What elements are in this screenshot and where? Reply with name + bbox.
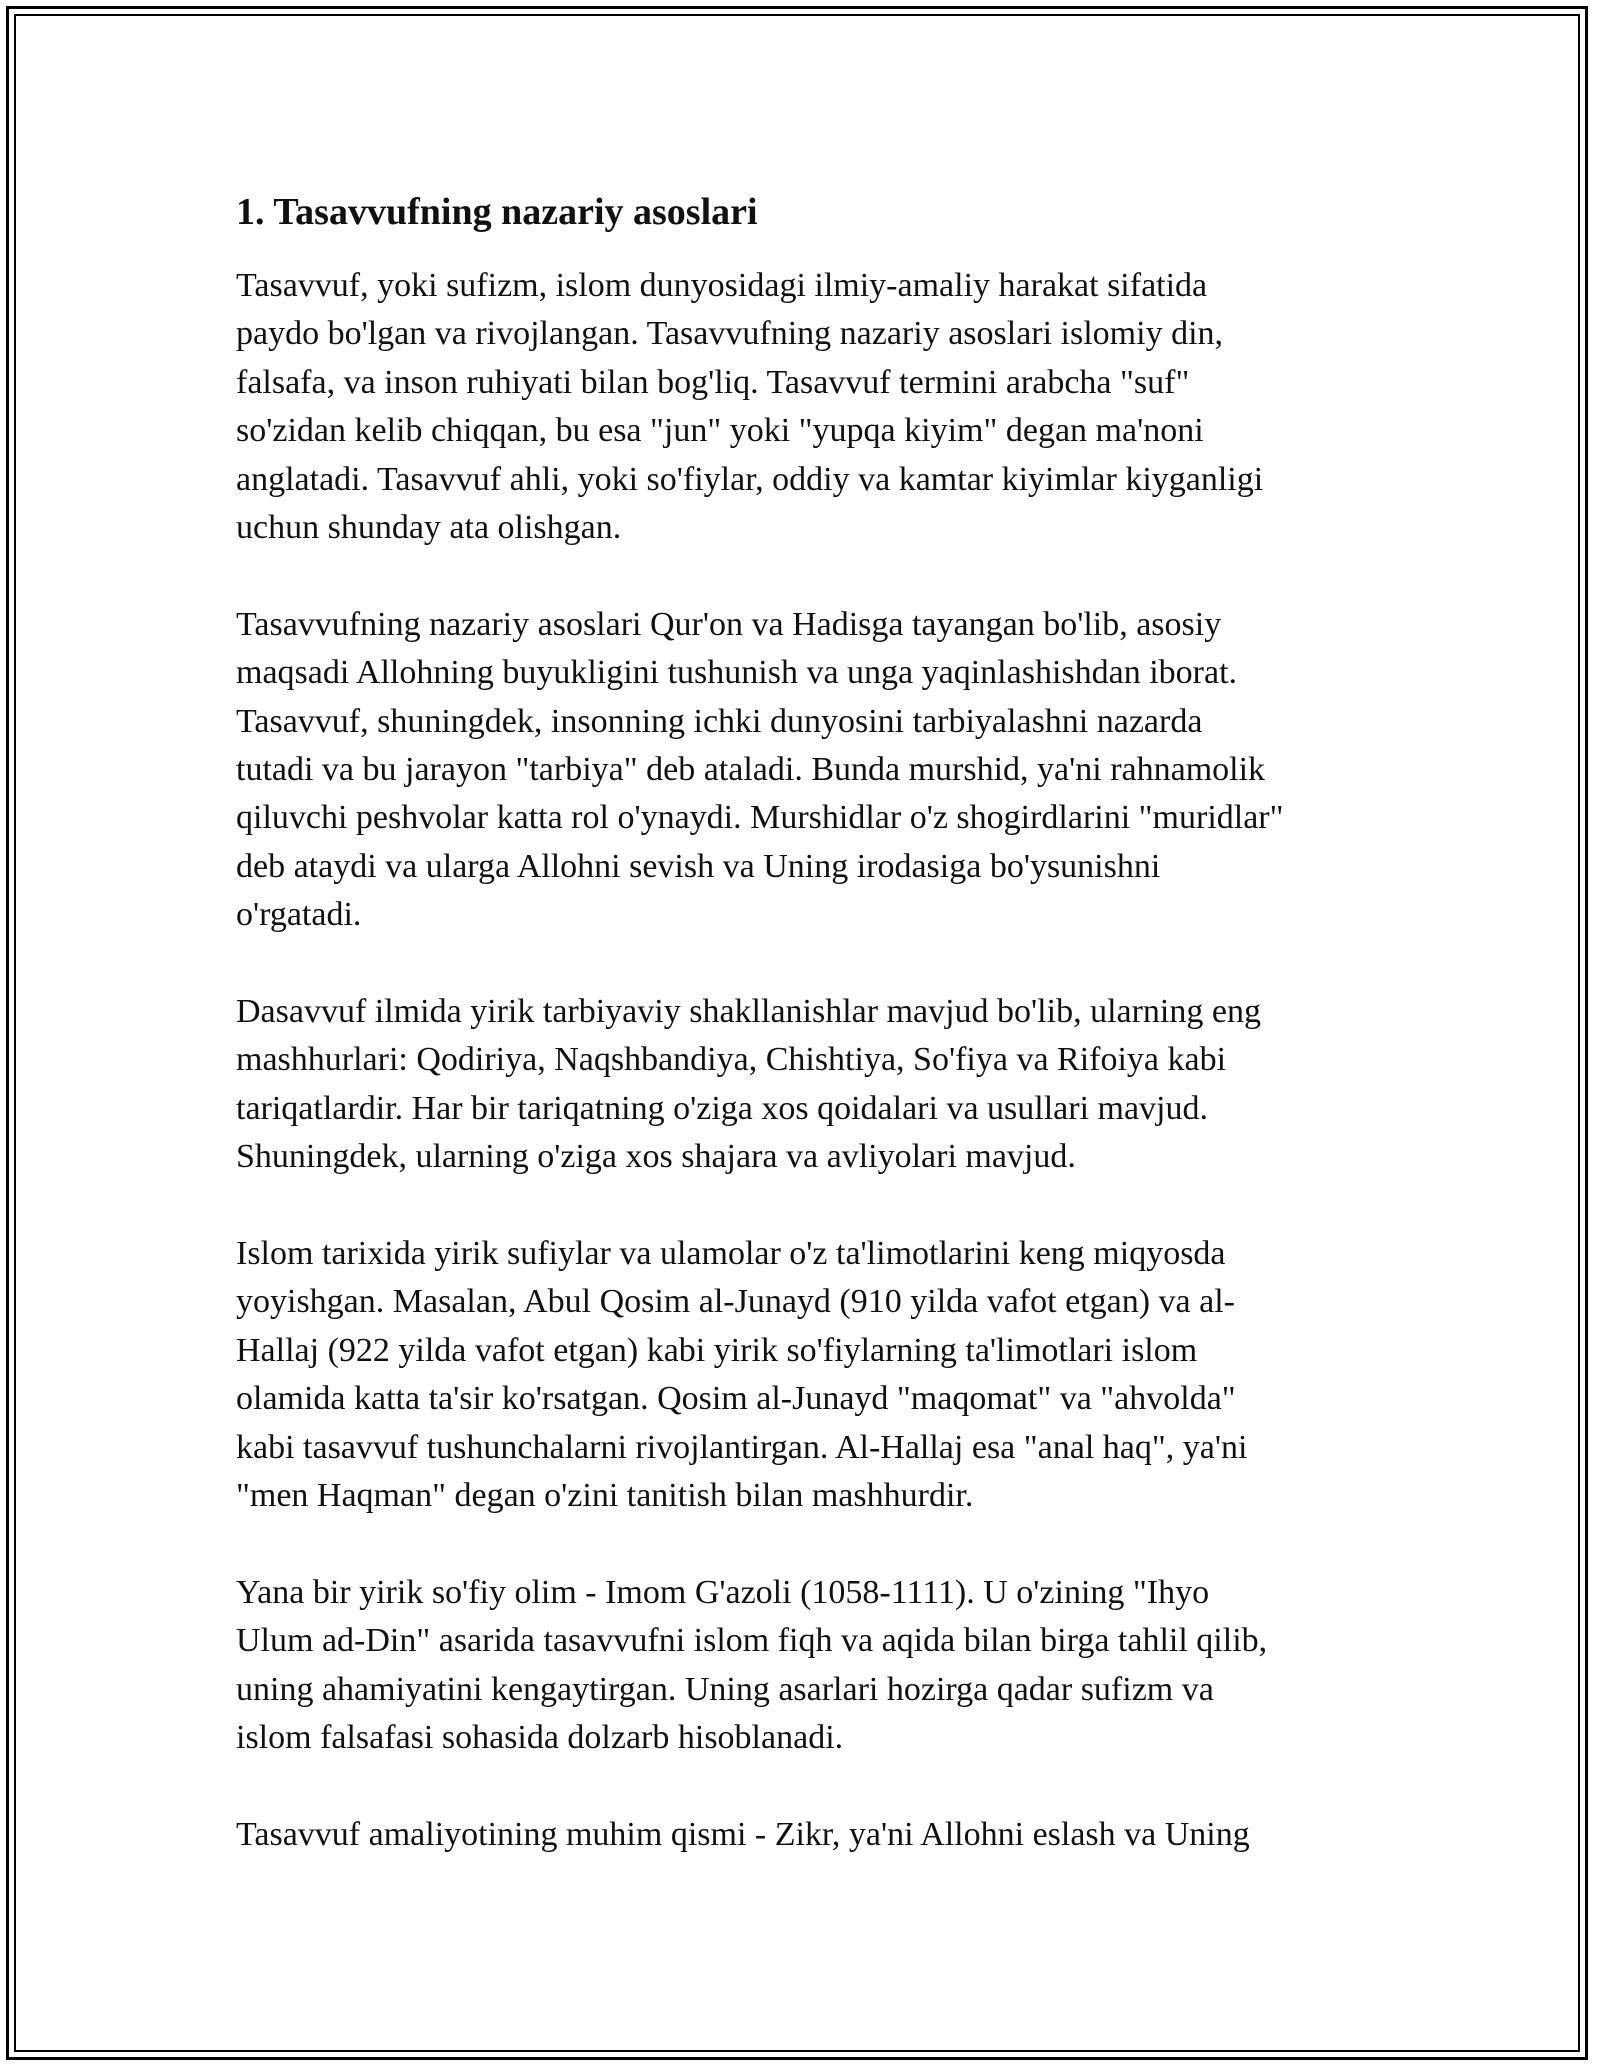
paragraph-list — [236, 262, 1386, 1859]
paragraph-line: qiluvchi peshvolar katta rol o'ynaydi. Murshidlar o'z shogirdlarini "muridlar" — [236, 799, 1284, 837]
paragraph — [236, 1230, 1386, 1520]
paragraph-line: Yana bir yirik so'fiy olim - Imom G'azoli (1058-1111). U o'zining "Ihyo — [236, 1573, 1210, 1611]
paragraph-line: yoyishgan. Masalan, Abul Qosim al-Junayd (910 yilda vafot etgan) va al- — [236, 1283, 1235, 1321]
document-body — [236, 186, 1386, 1908]
paragraph-line: deb ataydi va ularga Allohni sevish va Uning irodasiga bo'ysunishni — [236, 847, 1161, 885]
paragraph-line: Dasavvuf ilmida yirik tarbiyaviy shakllanishlar mavjud bo'lib, ularning eng — [236, 993, 1261, 1031]
paragraph-line: Islom tarixida yirik sufiylar va ulamolar o'z ta'limotlarini keng miqyosda — [236, 1235, 1226, 1273]
paragraph-line: maqsadi Allohning buyukligini tushunish va unga yaqinlashishdan iborat. — [236, 654, 1238, 692]
paragraph — [236, 1811, 1386, 1859]
paragraph-line: kabi tasavvuf tushunchalarni rivojlantirgan. Al-Hallaj esa "anal haq", ya'ni — [236, 1428, 1248, 1466]
paragraph — [236, 988, 1386, 1182]
section-heading: 1. Tasavvufning nazariy asoslari — [236, 191, 758, 233]
paragraph-line: paydo bo'lgan va rivojlangan. Tasavvufning nazariy asoslari islomiy din, — [236, 315, 1224, 353]
paragraph-line: tariqatlardir. Har bir tariqatning o'ziga xos qoidalari va usullari mavjud. — [236, 1089, 1209, 1127]
paragraph-line: Tasavvuf, yoki sufizm, islom dunyosidagi ilmiy-amaliy harakat sifatida — [236, 267, 1208, 304]
paragraph-line: Shuningdek, ularning o'ziga xos shajara va avliyolari mavjud. — [236, 1138, 1076, 1176]
paragraph — [236, 262, 1386, 552]
paragraph-line: Ulum ad-Din" asarida tasavvufni islom fiqh va aqida bilan birga tahlil qilib, — [236, 1622, 1268, 1660]
paragraph-line: olamida katta ta'sir ko'rsatgan. Qosim al-Junayd "maqomat" va "ahvolda" — [236, 1380, 1236, 1418]
paragraph — [236, 1569, 1386, 1763]
paragraph-line: falsafa, va inson ruhiyati bilan bog'liq. Tasavvuf termini arabcha "suf" — [236, 363, 1190, 401]
paragraph-line: Hallaj (922 yilda vafot etgan) kabi yirik so'fiylarning ta'limotlari islom — [236, 1331, 1198, 1369]
paragraph-line: uning ahamiyatini kengaytirgan. Uning asarlari hozirga qadar sufizm va — [236, 1670, 1214, 1708]
paragraph-line: Tasavvufning nazariy asoslari Qur'on va Hadisga tayangan bo'lib, asosiy — [236, 605, 1222, 643]
paragraph-line: mashhurlari: Qodiriya, Naqshbandiya, Chishtiya, So'fiya va Rifoiya kabi — [236, 1041, 1227, 1079]
paragraph-line: "men Haqman" degan o'zini tanitish bilan mashhurdir. — [236, 1477, 974, 1515]
paragraph-line: so'zidan kelib chiqqan, bu esa "jun" yoki "yupqa kiyim" degan ma'noni — [236, 412, 1204, 450]
paragraph-line: islom falsafasi sohasida dolzarb hisoblanadi. — [236, 1719, 844, 1757]
paragraph-line: tutadi va bu jarayon "tarbiya" deb ataladi. Bunda murshid, ya'ni rahnamolik — [236, 751, 1266, 789]
paragraph-line: o'rgatadi. — [236, 896, 362, 934]
paragraph-line: uchun shunday ata olishgan. — [236, 509, 622, 547]
paragraph-line: Tasavvuf, shuningdek, insonning ichki dunyosini tarbiyalashni nazarda — [236, 702, 1203, 740]
paragraph — [236, 601, 1386, 940]
paragraph-line: Tasavvuf amaliyotining muhim qismi - Zikr, ya'ni Allohni eslash va Uning — [236, 1815, 1250, 1853]
paragraph-line: anglatadi. Tasavvuf ahli, yoki so'fiylar, oddiy va kamtar kiyimlar kiyganligi — [236, 460, 1264, 498]
